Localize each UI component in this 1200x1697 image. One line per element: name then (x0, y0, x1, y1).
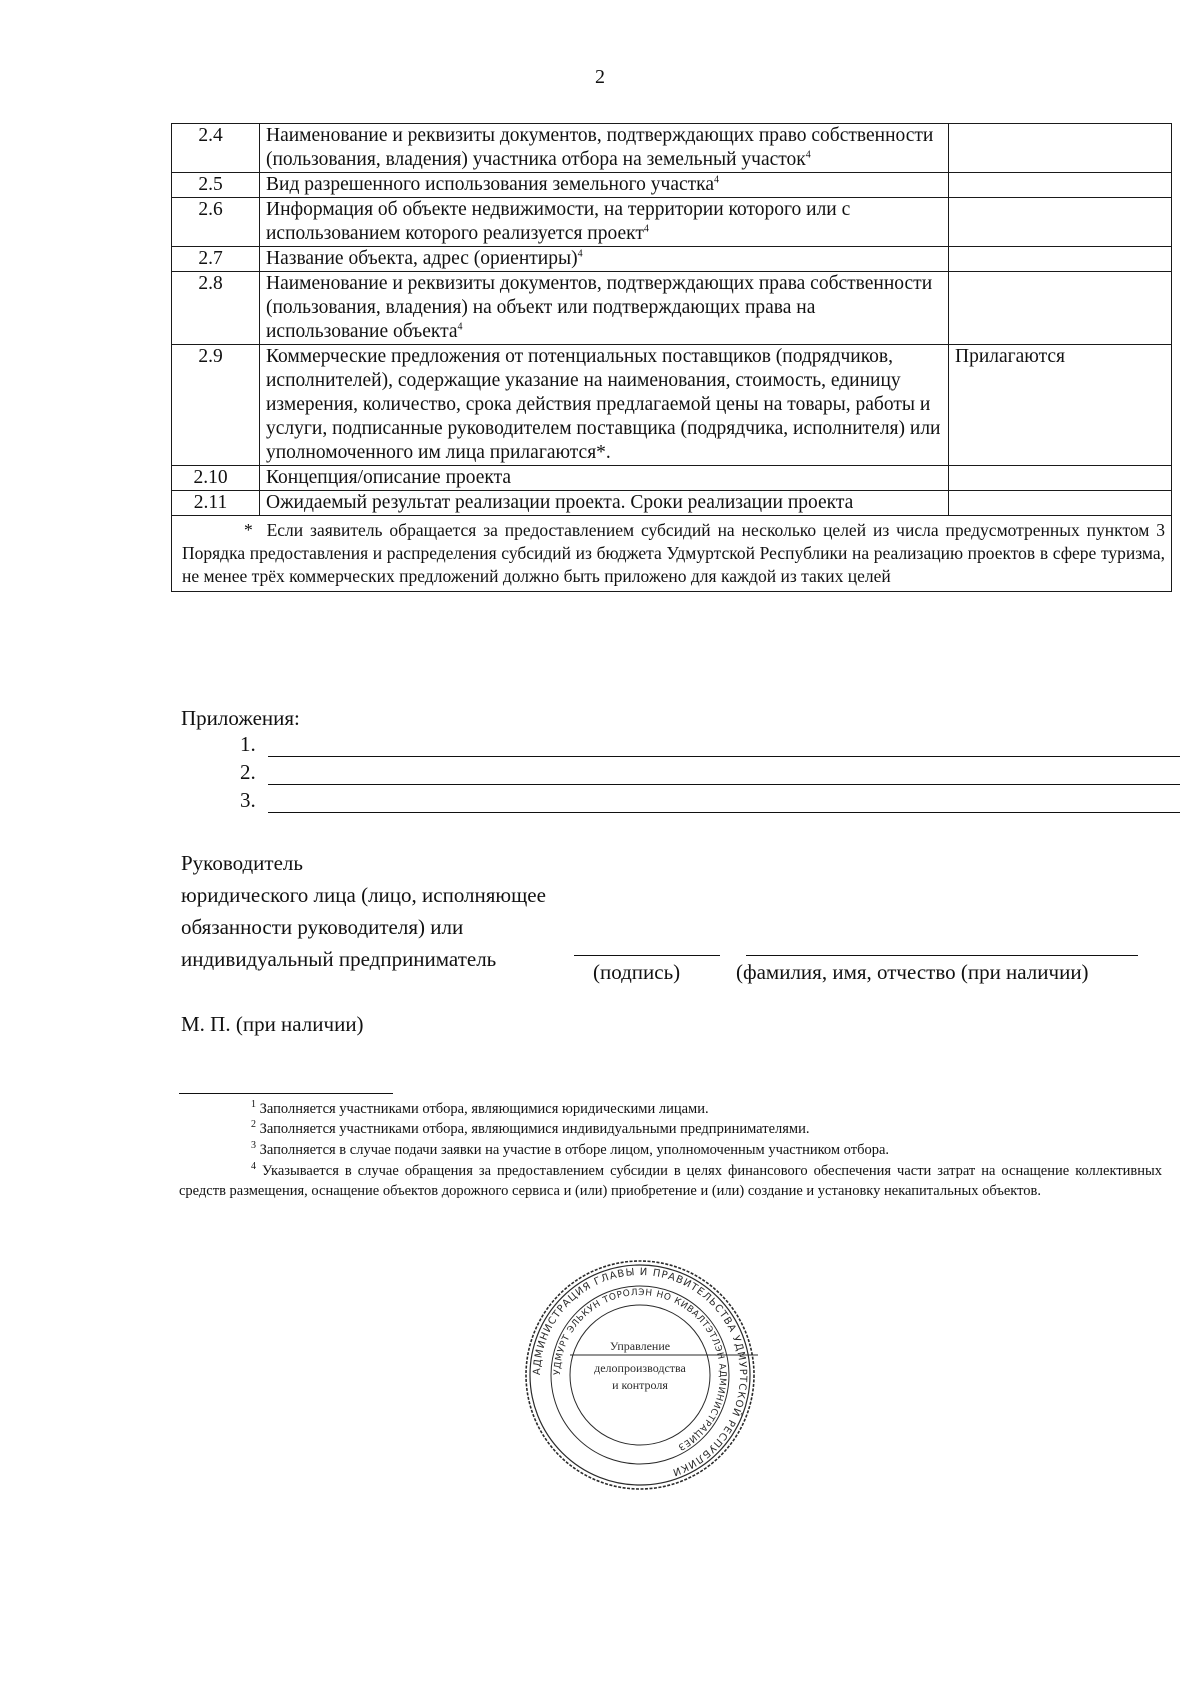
row-description-text: Информация об объекте недвижимости, на территории которого или с использованием которого реализуется проект (266, 199, 851, 244)
seal-middle-ring (551, 1286, 729, 1464)
note-text: Если заявитель обращается за предоставлением субсидий на несколько целей из числа предусмотренных пунктом 3 Порядка предоставления и распределения субсидий из бюджета Удмуртской Республики на реализацию проектов в сфере туризма, не менее трёх коммерческих предложений должно быть приложено для каждой из таких целей (182, 520, 1166, 586)
signatory-line-4: индивидуальный предприниматель (181, 947, 497, 971)
footnote-text: Указывается в случае обращения за предоставлением субсидии в целях финансового обеспечения части затрат на оснащение коллективных средств размещения, оснащение объектов дорожного сервиса и (или) приобретение и (или) создание и установку некапитальных объектов. (179, 1163, 1163, 1199)
row-value (949, 491, 1172, 516)
signatory-line-2: юридического лица (лицо, исполняющее (181, 883, 546, 907)
row-description-text: Вид разрешенного использования земельного участка (266, 174, 715, 195)
appendix-item-number: 1. (240, 732, 256, 756)
official-seal (520, 1255, 760, 1495)
footnote-ref: 4 (805, 149, 811, 161)
appendix-title: Приложения: (181, 706, 300, 730)
footnote-2 (179, 1119, 1162, 1139)
row-number: 2.9 (172, 345, 260, 466)
appendix-item-number: 3. (240, 788, 256, 812)
row-number: 2.7 (172, 247, 260, 272)
signatory-line-3: обязанности руководителя) или (181, 915, 464, 939)
footnote-number: 3 (251, 1140, 256, 1152)
row-description-text: Наименование и реквизиты документов, подтверждающих право собственности (пользования, владения) участника отбора на земельный участок (266, 125, 934, 170)
row-description (260, 466, 949, 491)
row-number: 2.5 (172, 173, 260, 198)
footnote-number: 2 (251, 1119, 256, 1131)
appendix-item-1 (240, 732, 1180, 760)
row-value: Прилагаются (949, 345, 1172, 466)
footnote-ref: 4 (714, 174, 720, 186)
row-description (260, 272, 949, 345)
row-description (260, 345, 949, 466)
appendix-item-number: 2. (240, 760, 256, 784)
table-row (172, 124, 1172, 173)
appendix-item-3 (240, 788, 1180, 816)
appendix-item-2 (240, 760, 1180, 788)
footnote-3 (179, 1140, 1162, 1160)
appendix-blank-line (268, 812, 1180, 813)
row-description (260, 491, 949, 516)
row-value (949, 173, 1172, 198)
seal-ring (530, 1265, 750, 1485)
row-description-text: Наименование и реквизиты документов, подтверждающих права собственности (пользования, владения) на объект или подтверждающих права на использование объекта (266, 273, 933, 342)
row-description (260, 124, 949, 173)
table-row (172, 247, 1172, 272)
footnote-1 (179, 1099, 1162, 1119)
seal-center-text-1: Управление (609, 1339, 671, 1353)
note-asterisk: * (244, 520, 253, 540)
footnote-4 (179, 1161, 1162, 1201)
row-description (260, 198, 949, 247)
row-description-text: Название объекта, адрес (ориентиры) (266, 248, 578, 269)
footnote-text: Заполняется в случае подачи заявки на участие в отборе лицом, уполномоченным участником отбора. (259, 1142, 890, 1158)
footnote-number: 4 (251, 1161, 256, 1173)
row-description-text: Коммерческие предложения от потенциальных поставщиков (подрядчиков, исполнителей), содержащие указание на наименования, стоимость, единицу измерения, количество, срока действия предлагаемой цены на товары, работы и услуги, подписанные руководителем поставщика (подрядчика, исполнителя) или уполномоченного им лица прилагаются*. (266, 346, 941, 463)
signature-caption: (подпись) (593, 960, 681, 984)
page-number: 2 (595, 66, 605, 88)
signature-blank-line (574, 955, 720, 956)
footnote-ref: 4 (643, 223, 649, 235)
row-value (949, 272, 1172, 345)
row-value (949, 124, 1172, 173)
stamp-place-label: М. П. (при наличии) (181, 1012, 364, 1036)
footnote-ref: 4 (577, 248, 583, 260)
table-row (172, 198, 1172, 247)
row-number: 2.10 (172, 466, 260, 491)
row-description-text: Концепция/описание проекта (266, 467, 512, 488)
footnote-text: Заполняется участниками отбора, являющимися юридическими лицами. (259, 1101, 709, 1117)
name-caption: (фамилия, имя, отчество (при наличии) (736, 960, 1089, 984)
seal-center-text-3: и контроля (612, 1378, 668, 1392)
table-row (172, 491, 1172, 516)
table-row (172, 272, 1172, 345)
table-row (172, 173, 1172, 198)
seal-outer-text: АДМИНИСТРАЦИЯ ГЛАВЫ И ПРАВИТЕЛЬСТВА УДМУРТСКОЙ РЕСПУБЛИКИ (531, 1266, 749, 1478)
seal-center-text-2: делопроизводства (594, 1361, 686, 1375)
note-cell (172, 516, 1172, 592)
row-number: 2.4 (172, 124, 260, 173)
row-value (949, 247, 1172, 272)
footnote-rule (179, 1093, 393, 1094)
application-table (171, 123, 1172, 592)
row-number: 2.8 (172, 272, 260, 345)
row-description (260, 247, 949, 272)
footnote-number: 1 (251, 1099, 256, 1111)
appendix-blank-line (268, 756, 1180, 757)
appendix-blank-line (268, 784, 1180, 785)
footnote-ref: 4 (457, 321, 463, 333)
table-row (172, 345, 1172, 466)
signatory-line-1: Руководитель (181, 851, 303, 875)
name-blank-line (746, 955, 1138, 956)
row-description-text: Ожидаемый результат реализации проекта. Сроки реализации проекта (266, 492, 854, 513)
table-row (172, 466, 1172, 491)
signatory-block (181, 847, 546, 975)
row-value (949, 198, 1172, 247)
row-value (949, 466, 1172, 491)
seal-inner-ring (570, 1305, 710, 1445)
seal-inner-text: УДМУРТ ЭЛЬКУН ТОРОЛЭН НО КИВАЛТЭТЛЭН АДМИНИСТРАЦИЕЗ (552, 1287, 728, 1452)
row-number: 2.11 (172, 491, 260, 516)
row-description (260, 173, 949, 198)
note-row (172, 516, 1172, 592)
footnote-text: Заполняется участниками отбора, являющимися индивидуальными предпринимателями. (259, 1121, 810, 1137)
row-number: 2.6 (172, 198, 260, 247)
